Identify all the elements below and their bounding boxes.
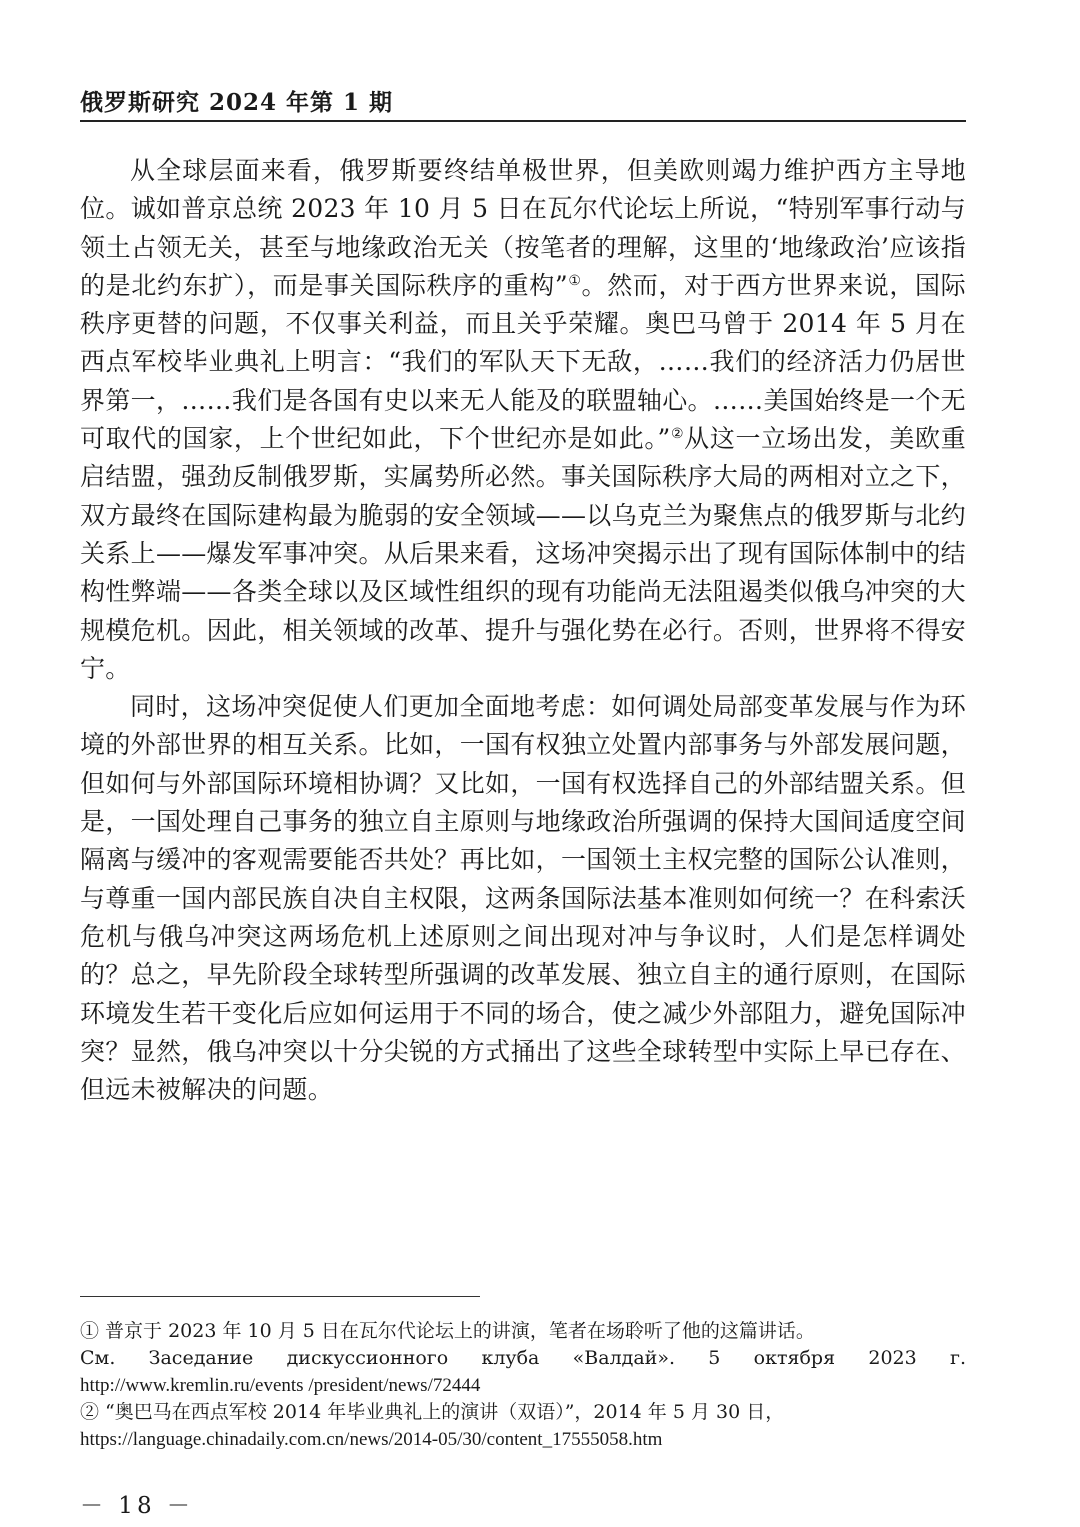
paragraph-1-part-2: 。然而，对于西方世界来说，国际秩序更替的问题，不仅事关利益，而且关乎荣耀。奥巴马曾于 2014 年 5 月在西点军校毕业典礼上明言：“我们的军队天下无敌，……我们的经济活力仍居世界第一，……我们是各国有史以来无人能及的联盟轴心。……美国始终是一个无可取代的国家，上个世纪如此，下个世纪亦是如此。”: [80, 270, 966, 454]
footnote-rule: [80, 1296, 480, 1297]
footnote-2: [80, 1399, 966, 1453]
body-text: [80, 152, 966, 1109]
footnote-2-url[interactable]: https://language.chinadaily.com.cn/news/2014-05/30/content_17555058.htm: [80, 1429, 663, 1450]
footnote-2-mark: ②: [80, 1401, 100, 1423]
footnote-1-mark: ①: [80, 1320, 100, 1342]
footnote-1-url[interactable]: http://www.kremlin.ru/events /president/news/72444: [80, 1375, 481, 1396]
footnote-ref-1[interactable]: ①: [567, 272, 582, 289]
footnotes: [80, 1318, 966, 1453]
footnote-1: [80, 1318, 966, 1399]
footnote-1-text: 普京于 2023 年 10 月 5 日在瓦尔代论坛上的讲演，笔者在场聆听了他的这篇讲话。: [99, 1320, 815, 1342]
footnote-ref-2[interactable]: ②: [670, 426, 685, 443]
header-rule: [80, 120, 966, 122]
page-number: － 18 －: [80, 1493, 194, 1519]
paragraph-1-part-3: 从这一立场出发，美欧重启结盟，强劲反制俄罗斯，实属势所必然。事关国际秩序大局的两相对立之下，双方最终在国际建构最为脆弱的安全领域——以乌克兰为聚焦点的俄罗斯与北约关系上——爆发军事冲突。从后果来看，这场冲突揭示出了现有国际体制中的结构性弊端——各类全球以及区域性组织的现有功能尚无法阻遏类似俄乌冲突的大规模危机。因此，相关领域的改革、提升与强化势在必行。否则，世界将不得安宁。: [80, 424, 966, 683]
paragraph-1: [80, 152, 966, 688]
footnote-2-text: “奥巴马在西点军校 2014 年毕业典礼上的演讲（双语）”，2014 年 5 月 30 日，: [99, 1401, 785, 1423]
running-header: 俄罗斯研究 2024 年第 1 期: [80, 89, 394, 116]
footnote-1-russian-citation: См. Заседание дискуссионного клуба «Валдай». 5 октября 2023 г.: [80, 1347, 966, 1369]
paragraph-1-part-1: 从全球层面来看，俄罗斯要终结单极世界，但美欧则竭力维护西方主导地位。诚如普京总统 2023 年 10 月 5 日在瓦尔代论坛上所说，“特别军事行动与领土占领无关，甚至与地缘政治无关（按笔者的理解，这里的‘地缘政治’应该指的是北约东扩），而是事关国际秩序的重构”: [80, 156, 966, 300]
paragraph-2: 同时，这场冲突促使人们更加全面地考虑：如何调处局部变革发展与作为环境的外部世界的相互关系。比如，一国有权独立处置内部事务与外部发展问题，但如何与外部国际环境相协调？又比如，一国有权选择自己的外部结盟关系。但是，一国处理自己事务的独立自主原则与地缘政治所强调的保持大国间适度空间隔离与缓冲的客观需要能否共处？再比如，一国领土主权完整的国际公认准则，与尊重一国内部民族自决自主权限，这两条国际法基本准则如何统一？在科索沃危机与俄乌冲突这两场危机上述原则之间出现对冲与争议时，人们是怎样调处的？总之，早先阶段全球转型所强调的改革发展、独立自主的通行原则，在国际环境发生若干变化后应如何运用于不同的场合，使之减少外部阻力，避免国际冲突？显然，俄乌冲突以十分尖锐的方式捅出了这些全球转型中实际上早已存在、但远未被解决的问题。: [80, 692, 966, 1105]
